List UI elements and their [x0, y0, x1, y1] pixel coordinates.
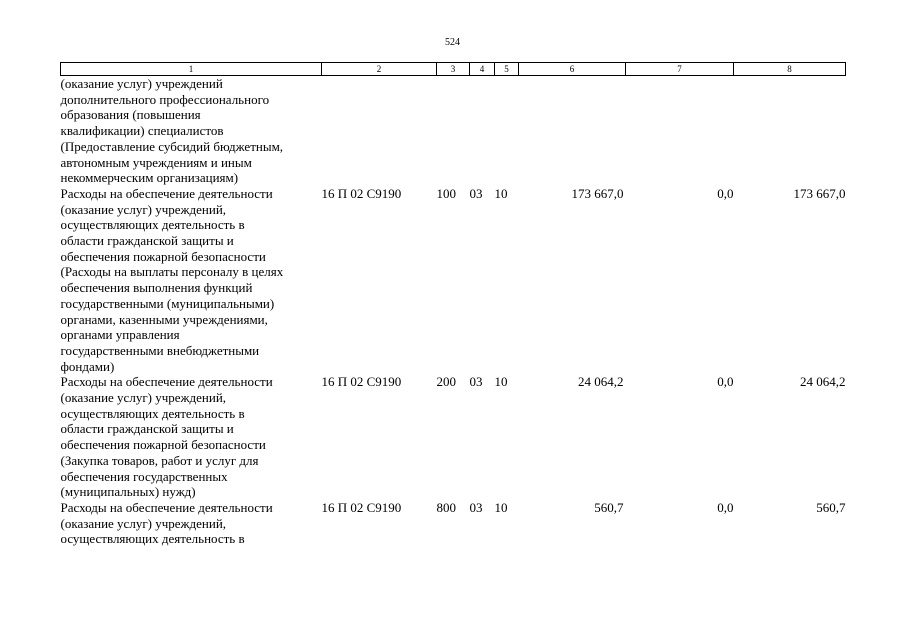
expense-name-line: государственными (муниципальными) [60, 295, 275, 311]
target-article-code: 16 П 02 С9190 [321, 185, 402, 201]
amount-col-7: 0,0 [717, 185, 734, 201]
subsection: 10 [494, 374, 508, 390]
table-row [61, 500, 846, 547]
header-col-4: 4 [470, 63, 495, 76]
expense-name-line: (Закупка товаров, работ и услуг для [60, 452, 259, 468]
expense-name-line: некоммерческим организациям) [60, 170, 239, 186]
section: 03 [469, 499, 483, 515]
amount-col-8: 24 064,2 [800, 374, 846, 390]
expense-name-line: квалификации) специалистов [60, 123, 224, 139]
expense-name-line: (Предоставление субсидий бюджетным, [60, 138, 284, 154]
amount-col-7 [626, 76, 734, 186]
subsection: 10 [494, 185, 508, 201]
expense-name-line: органами управления [60, 327, 180, 343]
section: 03 [469, 374, 483, 390]
table-row [61, 186, 846, 374]
amount-col-6 [519, 76, 626, 186]
amount-col-6: 173 667,0 [571, 185, 624, 201]
table-body [61, 76, 846, 548]
budget-table [60, 62, 846, 547]
table-row [61, 76, 846, 186]
header-col-2: 2 [322, 63, 437, 76]
target-article-code [322, 76, 437, 186]
section [470, 76, 495, 186]
target-article-code: 16 П 02 С9190 [321, 499, 402, 515]
section: 03 [469, 185, 483, 201]
amount-col-7: 0,0 [717, 499, 734, 515]
expense-name-line: фондами) [60, 358, 115, 374]
expense-name-line: обеспечения выполнения функций [60, 280, 253, 296]
expense-name-line: (оказание услуг) учреждений, [60, 201, 227, 217]
expense-name-line: Расходы на обеспечение деятельности [60, 374, 273, 390]
expense-name-line: Расходы на обеспечение деятельности [60, 499, 273, 515]
expense-name-line: органами, казенными учреждениями, [60, 311, 268, 327]
expense-name-line: (оказание услуг) учреждений, [60, 390, 227, 406]
expense-name-line: области гражданской защиты и [60, 421, 234, 437]
expense-name-line: обеспечения государственных [60, 468, 228, 484]
amount-col-6: 560,7 [594, 499, 624, 515]
header-col-1: 1 [61, 63, 322, 76]
header-col-5: 5 [495, 63, 519, 76]
header-col-8: 8 [734, 63, 846, 76]
expense-name-line: (оказание услуг) учреждений, [60, 515, 227, 531]
expense-name-line: осуществляющих деятельность в [60, 405, 245, 421]
header-col-7: 7 [626, 63, 734, 76]
amount-col-8 [734, 76, 846, 186]
amount-col-6: 24 064,2 [578, 374, 624, 390]
expense-name-line: обеспечения пожарной безопасности [60, 437, 266, 453]
expense-name [61, 186, 322, 374]
expense-name-line: автономным учреждениям и иным [60, 154, 252, 170]
page-number: 524 [445, 37, 460, 48]
subsection: 10 [494, 499, 508, 515]
amount-col-7: 0,0 [717, 374, 734, 390]
expense-name-line: осуществляющих деятельность в [60, 531, 245, 547]
header-col-6: 6 [519, 63, 626, 76]
expense-name-line: осуществляющих деятельность в [60, 217, 245, 233]
expense-name-line: образования (повышения [60, 107, 201, 123]
amount-col-8: 173 667,0 [793, 185, 846, 201]
expense-name-line: дополнительного профессионального [60, 91, 270, 107]
expense-name [61, 374, 322, 500]
expense-name-line: обеспечения пожарной безопасности [60, 248, 266, 264]
expense-type: 100 [436, 185, 456, 201]
target-article-code: 16 П 02 С9190 [321, 374, 402, 390]
expense-type [437, 76, 470, 186]
expense-name-line: (муниципальных) нужд) [60, 484, 196, 500]
expense-name-line: Расходы на обеспечение деятельности [60, 185, 273, 201]
expense-name-line: области гражданской защиты и [60, 233, 234, 249]
expense-name-line: государственными внебюджетными [60, 342, 260, 358]
expense-name [61, 500, 322, 547]
header-col-3: 3 [437, 63, 470, 76]
expense-name-line: (оказание услуг) учреждений [60, 76, 223, 91]
expense-name [61, 76, 322, 186]
expense-type: 200 [436, 374, 456, 390]
subsection [495, 76, 519, 186]
expense-type: 800 [436, 499, 456, 515]
expense-name-line: (Расходы на выплаты персоналу в целях [60, 264, 284, 280]
header-row [61, 63, 846, 76]
table-row [61, 374, 846, 500]
table-header [61, 63, 846, 76]
amount-col-8: 560,7 [816, 499, 846, 515]
